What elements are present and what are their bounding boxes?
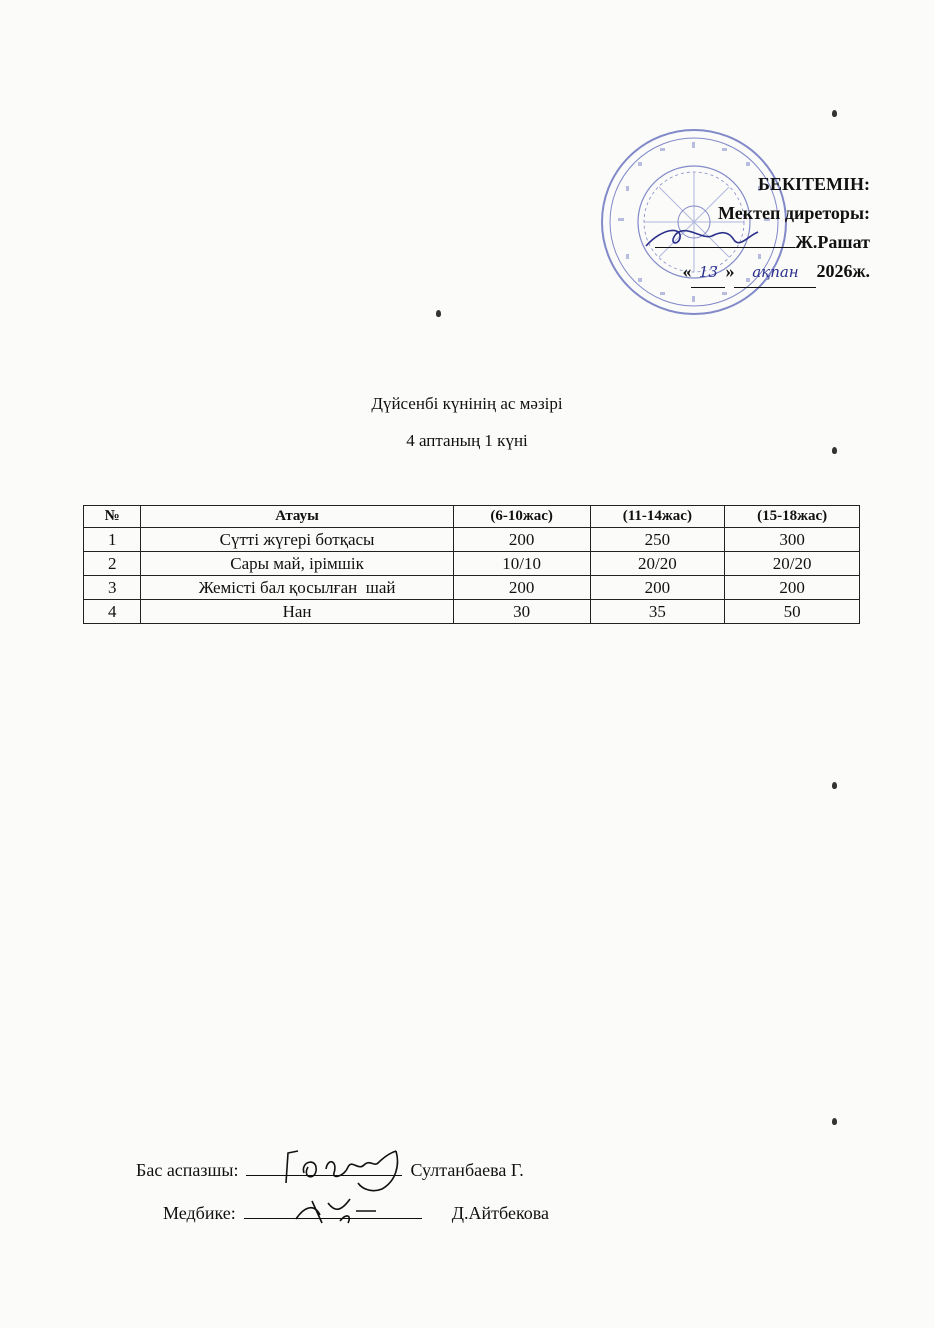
- portion-15-18: 20/20: [725, 552, 860, 576]
- approval-date: [655, 257, 870, 288]
- header-number: №: [84, 506, 141, 528]
- date-quote-open: «: [682, 261, 692, 281]
- portion-11-14: 20/20: [590, 552, 725, 576]
- header-age-6-10: (6-10жас): [453, 506, 590, 528]
- approval-heading: БЕКІТЕМІН:: [758, 174, 870, 194]
- chef-name: Султанбаева Г.: [410, 1160, 524, 1180]
- table-header-row: [84, 506, 860, 528]
- portion-11-14: 200: [590, 576, 725, 600]
- portion-15-18: 300: [725, 528, 860, 552]
- header-age-11-14: (11-14жас): [590, 506, 725, 528]
- table-row: [84, 576, 860, 600]
- header-name: Атауы: [141, 506, 453, 528]
- table-row: [84, 600, 860, 624]
- dish-name: Жемісті бал қосылған шай: [141, 576, 453, 600]
- row-number: 2: [84, 552, 141, 576]
- row-number: 3: [84, 576, 141, 600]
- approval-position: Мектеп диреторы:: [718, 203, 870, 223]
- chef-handwritten-signature: [278, 1143, 428, 1193]
- menu-title: Дүйсенбі күнінің ас мәзірі: [371, 394, 563, 413]
- portion-6-10: 30: [453, 600, 590, 624]
- row-number: 1: [84, 528, 141, 552]
- portion-11-14: 250: [590, 528, 725, 552]
- table-row: [84, 552, 860, 576]
- date-day: 13: [691, 258, 725, 288]
- scan-speck: [832, 110, 837, 117]
- portion-6-10: 200: [453, 576, 590, 600]
- chef-label: Бас аспазшы:: [136, 1160, 239, 1180]
- portion-6-10: 10/10: [453, 552, 590, 576]
- scan-speck: [832, 1118, 837, 1125]
- nurse-label: Медбике:: [163, 1203, 236, 1223]
- dish-name: Сүтті жүгері ботқасы: [141, 528, 453, 552]
- portion-6-10: 200: [453, 528, 590, 552]
- dish-name: Сары май, ірімшік: [141, 552, 453, 576]
- menu-table: [83, 505, 860, 624]
- menu-subtitle: 4 аптаның 1 күні: [406, 431, 528, 450]
- date-month: ақпан: [734, 258, 816, 288]
- table-row: [84, 528, 860, 552]
- scan-speck: [832, 447, 837, 454]
- portion-11-14: 35: [590, 600, 725, 624]
- scan-speck: [832, 782, 837, 789]
- date-year: 2026ж.: [816, 261, 870, 281]
- header-age-15-18: (15-18жас): [725, 506, 860, 528]
- dish-name: Нан: [141, 600, 453, 624]
- approval-name: Ж.Рашат: [795, 232, 870, 252]
- nurse-name: Д.Айтбекова: [451, 1203, 550, 1223]
- date-quote-close: »: [725, 261, 735, 281]
- row-number: 4: [84, 600, 141, 624]
- director-signature: [642, 222, 762, 252]
- scan-speck: [436, 310, 441, 317]
- portion-15-18: 200: [725, 576, 860, 600]
- portion-15-18: 50: [725, 600, 860, 624]
- nurse-handwritten-signature: [290, 1193, 380, 1227]
